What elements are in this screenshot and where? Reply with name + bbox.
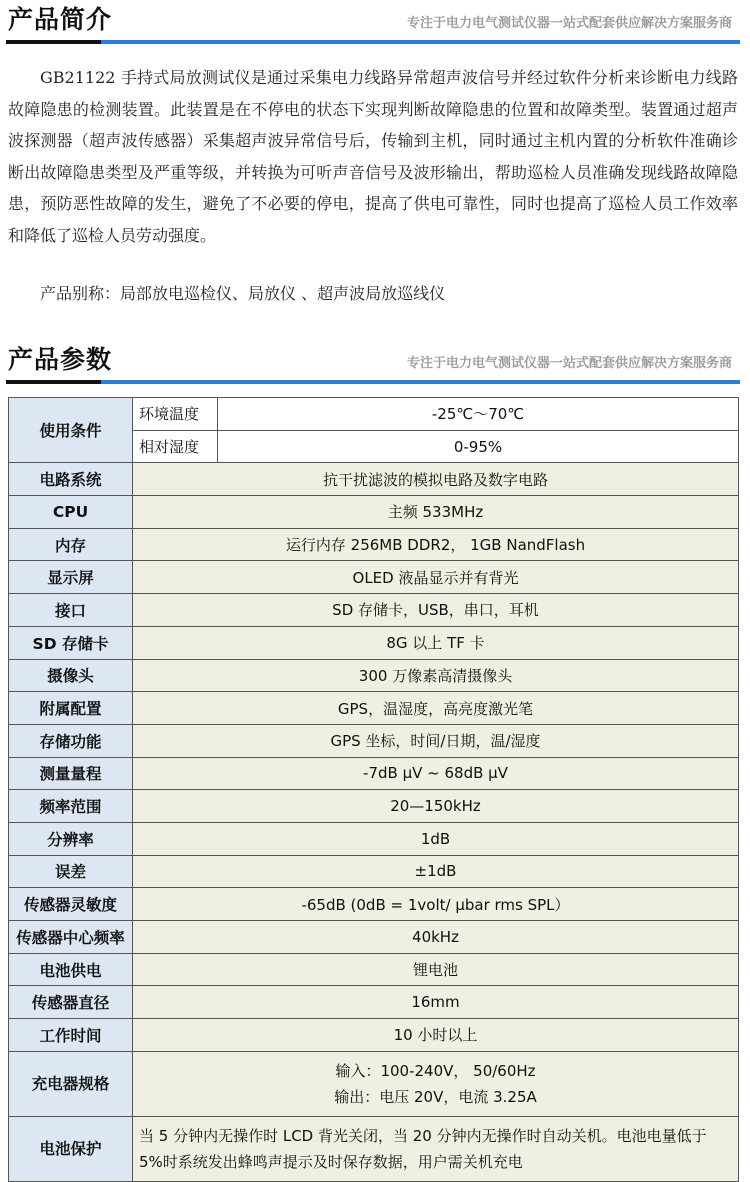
spec-value: 抗干扰滤波的模拟电路及数字电路	[133, 463, 739, 496]
spec-key: 分辨率	[9, 822, 133, 855]
spec-key: CPU	[9, 496, 133, 529]
spec-value: 40kHz	[133, 921, 739, 954]
header-rule	[101, 380, 740, 384]
table-row	[9, 724, 739, 757]
table-row	[9, 659, 739, 692]
spec-key: SD 存储卡	[9, 626, 133, 659]
table-row	[9, 1051, 739, 1116]
table-row	[9, 1116, 739, 1181]
spec-value: ±1dB	[133, 855, 739, 888]
table-row	[9, 528, 739, 561]
section-title: 产品参数	[8, 345, 113, 374]
table-row	[9, 496, 739, 529]
spec-value: GPS，温湿度，高亮度激光笔	[133, 692, 739, 725]
spec-value	[133, 1051, 739, 1116]
table-row	[9, 921, 739, 954]
spec-value: 0-95%	[218, 430, 739, 463]
header-rule	[101, 40, 740, 44]
spec-key: 频率范围	[9, 790, 133, 823]
spec-key: 存储功能	[9, 724, 133, 757]
table-row	[9, 692, 739, 725]
charger-output: 输出：电压 20V，电流 3.25A	[334, 1087, 537, 1106]
table-row	[9, 1019, 739, 1052]
table-row	[9, 986, 739, 1019]
spec-key: 充电器规格	[9, 1051, 133, 1116]
table-row	[9, 822, 739, 855]
spec-value: 锂电池	[133, 953, 739, 986]
table-row	[9, 757, 739, 790]
title-underline	[6, 40, 101, 44]
section-title: 产品简介	[8, 5, 113, 34]
spec-value: -7dB μV ~ 68dB μV	[133, 757, 739, 790]
spec-key: 传感器灵敏度	[9, 888, 133, 921]
spec-value: 运行内存 256MB DDR2， 1GB NandFlash	[133, 528, 739, 561]
spec-value: SD 存储卡，USB，串口，耳机	[133, 594, 739, 627]
spec-value: -25℃～70℃	[218, 398, 739, 431]
table-row	[9, 953, 739, 986]
spec-key: 显示屏	[9, 561, 133, 594]
spec-key: 电路系统	[9, 463, 133, 496]
spec-value: 20—150kHz	[133, 790, 739, 823]
spec-key: 传感器直径	[9, 986, 133, 1019]
spec-value: 16mm	[133, 986, 739, 1019]
product-alias: 产品别称：局部放电巡检仪、局放仪 、超声波局放巡线仪	[40, 284, 446, 303]
spec-key: 工作时间	[9, 1019, 133, 1052]
table-row	[9, 790, 739, 823]
spec-key: 附属配置	[9, 692, 133, 725]
spec-value: 300 万像素高清摄像头	[133, 659, 739, 692]
spec-value: 8G 以上 TF 卡	[133, 626, 739, 659]
section-slogan: 专注于电力电气测试仪器一站式配套供应解决方案服务商	[406, 16, 732, 31]
spec-value: 主频 533MHz	[133, 496, 739, 529]
spec-key: 使用条件	[9, 398, 133, 463]
section-slogan: 专注于电力电气测试仪器一站式配套供应解决方案服务商	[406, 356, 732, 371]
table-row	[9, 594, 739, 627]
spec-key: 误差	[9, 855, 133, 888]
table-row	[9, 855, 739, 888]
table-row	[9, 398, 739, 431]
spec-value: 当 5 分钟内无操作时 LCD 背光关闭，当 20 分钟内无操作时自动关机。电池电量低于 5%时系统发出蜂鸣声提示及时保存数据，用户需关机充电	[133, 1116, 739, 1181]
table-row	[9, 463, 739, 496]
table-row	[9, 626, 739, 659]
table-row	[9, 888, 739, 921]
spec-subkey: 相对湿度	[133, 430, 218, 463]
spec-value: GPS 坐标，时间/日期，温/湿度	[133, 724, 739, 757]
charger-input: 输入：100-240V， 50/60Hz	[335, 1061, 536, 1080]
spec-value: OLED 液晶显示并有背光	[133, 561, 739, 594]
table-row	[9, 561, 739, 594]
title-underline	[6, 380, 101, 384]
spec-key: 摄像头	[9, 659, 133, 692]
spec-value: 10 小时以上	[133, 1019, 739, 1052]
spec-table	[8, 397, 739, 1182]
spec-key: 传感器中心频率	[9, 921, 133, 954]
spec-subkey: 环境温度	[133, 398, 218, 431]
spec-key: 电池供电	[9, 953, 133, 986]
spec-key: 电池保护	[9, 1116, 133, 1181]
spec-key: 接口	[9, 594, 133, 627]
spec-value: -65dB (0dB = 1volt/ μbar rms SPL）	[133, 888, 739, 921]
intro-paragraph: GB21122 手持式局放测试仪是通过采集电力线路异常超声波信号并经过软件分析来诊断电力线路故障隐患的检测装置。此装置是在不停电的状态下实现判断故障隐患的位置和故障类型。装置通过超声波探测器（超声波传感器）采集超声波异常信号后，传输到主机，同时通过主机内置的分析软件准确诊断出故障隐患类型及严重等级，并转换为可听声音信号及波形输出，帮助巡检人员准确发现线路故障隐患，预防恶性故障的发生，避免了不必要的停电，提高了供电可靠性，同时也提高了巡检人员工作效率和降低了巡检人员劳动强度。	[8, 68, 738, 245]
spec-key: 内存	[9, 528, 133, 561]
spec-value: 1dB	[133, 822, 739, 855]
spec-key: 测量量程	[9, 757, 133, 790]
